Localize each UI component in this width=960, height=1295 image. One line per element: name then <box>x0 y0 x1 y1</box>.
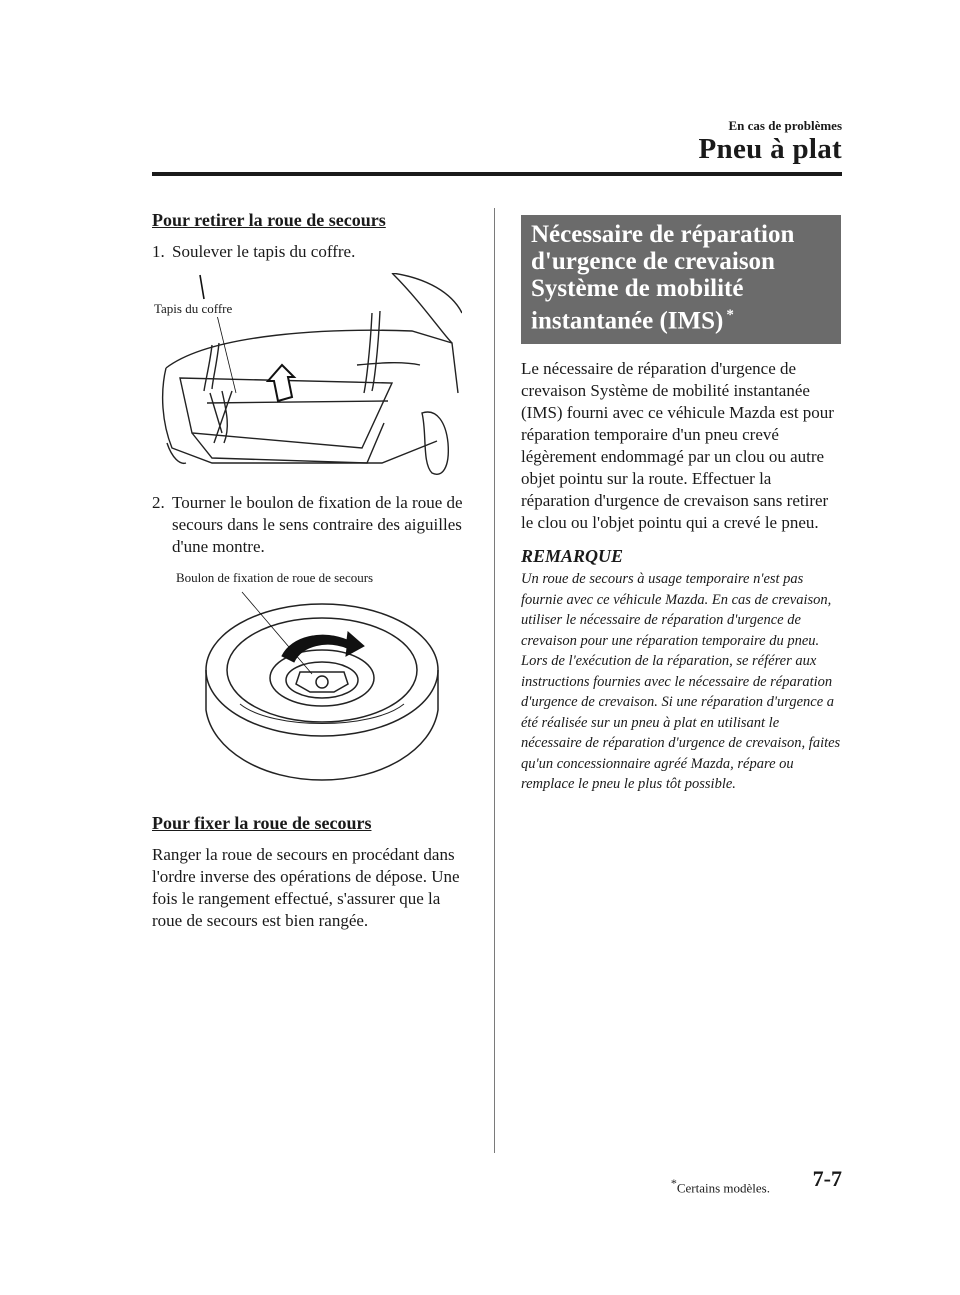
note-title: REMARQUE <box>521 546 624 567</box>
footer-models-note <box>671 1176 770 1196</box>
ims-intro-text: Le nécessaire de réparation d'urgence de crevaison Système de mobilité instantanée (IMS) fourni avec ce véhicule Mazda est pour réparation temporaire d'un pneu crevé légèrement endommagé par un clou ou autre objet pointu sur la route. Effectuer la réparation d'urgence de crevaison sans retirer le clou ou l'objet pointu qui a crevé le pneu. <box>521 359 834 533</box>
ims-heading-line-4: instantanée (IMS) <box>531 307 724 335</box>
step-1 <box>152 241 472 263</box>
right-column <box>521 215 841 795</box>
fix-spare-heading: Pour fixer la roue de secours <box>152 813 372 833</box>
footer-star: * <box>670 1176 677 1190</box>
ims-heading-line-2: d'urgence de crevaison <box>531 248 775 275</box>
ims-heading-star: * <box>726 307 734 323</box>
column-divider <box>494 208 495 1153</box>
step-2-number: 2. <box>152 493 165 512</box>
step-1-text: Soulever le tapis du coffre. <box>172 242 356 261</box>
trunk-mat-label: Tapis du coffre <box>154 301 233 316</box>
left-column <box>152 210 472 932</box>
page-title: Pneu à plat <box>698 133 842 165</box>
ims-heading-box <box>521 215 841 344</box>
ims-heading-line-3: Système de mobilité <box>531 275 744 302</box>
note-text: Un roue de secours à usage temporaire n'est pas fournie avec ce véhicule Mazda. En cas de crevaison, utiliser le nécessaire de réparation d'urgence de crevaison pour une réparation temporaire du pneu. Lors de l'exécution de la réparation, se référer aux instructions fournies avec le nécessaire de réparation d'urgence de crevaison. Si une réparation d'urgence a été réalisée sur un pneu à plat en utilisant le nécessaire de réparation d'urgence de crevaison, faites qu'un concessionnaire agréé Mazda, répare ou remplace le pneu le plus tôt possible. <box>521 571 841 793</box>
footer-note-text: Certains modèles. <box>676 1180 770 1196</box>
ims-heading-line-1: Nécessaire de réparation <box>531 221 795 248</box>
ims-heading-line-4-wrap <box>531 302 833 334</box>
header-rule <box>152 172 842 176</box>
trunk-mat-figure <box>152 273 472 478</box>
page-number: 7-7 <box>812 1166 842 1191</box>
step-1-number: 1. <box>152 242 165 261</box>
fix-spare-text: Ranger la roue de secours en procédant dans l'ordre inverse des opérations de dépose. Une fois le rangement effectué, s'assurer que la roue de secours est bien rangée. <box>152 845 460 930</box>
remove-spare-heading: Pour retirer la roue de secours <box>152 210 386 230</box>
header-section-label: En cas de problèmes <box>728 118 842 133</box>
step-2-text: Tourner le boulon de fixation de la roue de secours dans le sens contraire des aiguilles d'une montre. <box>172 493 463 556</box>
spare-bolt-label: Boulon de fixation de roue de secours <box>176 570 374 585</box>
spare-bolt-figure <box>152 570 472 805</box>
spare-tire-illustration <box>152 570 462 805</box>
step-2 <box>152 492 472 558</box>
